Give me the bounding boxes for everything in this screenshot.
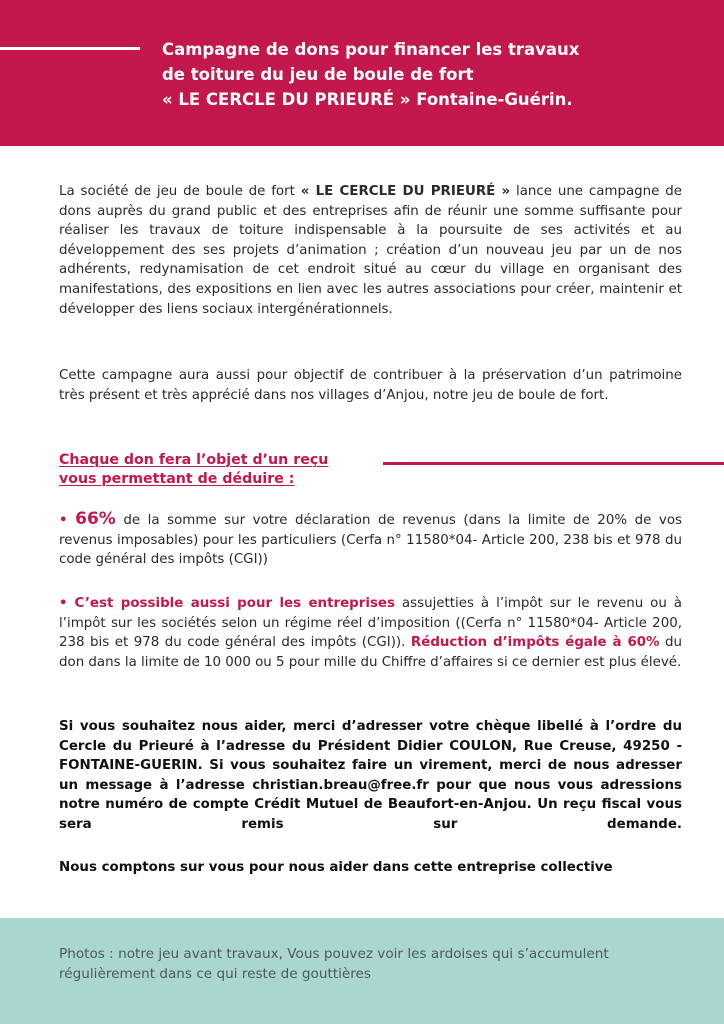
page-title [162,37,712,112]
companies-text-1: assujetties à l’impôt sur le revenu ou à l’impôt sur les sociétés selon un régime réel d’imposition ((Cerfa n° 11580*04- Article 200, 238 bis et 978 du code général des impôts (CGI)). [59,596,682,651]
individuals-bullet [59,510,682,570]
title-line-2: de toiture du jeu de boule de fort [162,65,474,84]
bullet-dot: • [59,596,68,611]
percent-66: 66% [75,509,116,529]
companies-bullet [59,594,682,672]
bullet-dot: • [59,513,68,528]
title-line-1: Campagne de dons pour financer les travaux [162,40,580,59]
individuals-text: de la somme sur votre déclaration de revenus (dans la limite de 20% de vos revenus imposables) pour les particuliers (Cerfa n° 11580*04- Article 200, 238 bis et 978 du code général des impôts (CGI)) [59,513,682,568]
companies-lead: C’est possible aussi pour les entreprises [74,596,395,611]
header-banner [0,0,724,146]
receipt-heading-line-1: Chaque don fera l’objet d’un reçu [59,452,329,468]
intro-text-start: La société de jeu de boule de fort [59,184,301,199]
tax-reduction: Réduction d’impôts égale à 60% [410,635,660,651]
intro-paragraph [59,182,682,319]
heritage-paragraph: Cette campagne aura aussi pour objectif de contribuer à la préservation d’un patrimoine très présent et très apprécié dans nos villages d’Anjou, notre jeu de boule de fort. [59,368,682,403]
title-line-3: « LE CERCLE DU PRIEURÉ » Fontaine-Guérin. [162,90,573,109]
header-rule [0,47,140,50]
club-name: « LE CERCLE DU PRIEURÉ » [300,184,511,199]
section-rule [383,462,724,465]
photo-caption: Photos : notre jeu avant travaux, Vous pouvez voir les ardoises qui s’accumulent régulièrement dans ce qui reste de gouttières [59,946,609,982]
donation-instructions: Si vous souhaitez nous aider, merci d’adresser votre chèque libellé à l’ordre du Cercle du Prieuré à l’adresse du Président Didier COULON, Rue Creuse, 49250 - FONTAINE-GUERIN. Si vous souhaitez faire un virement, merci de nous adresser un message à l’adresse christian.breau@free.fr pour que nous vous adressions notre numéro de compte Crédit Mutuel de Beaufort-en-Anjou. Un reçu fiscal vous sera remis sur demande. [59,719,682,832]
intro-text-rest: lance une campagne de dons auprès du grand public et des entreprises afin de réunir une somme suffisante pour réaliser les travaux de toiture indispensable à la poursuite de ses activités et au développement des ses projets d’animation ; création d’un nouveau jeu par un de nos adhérents, redynamisation de cet endroit situé au cœur du village en organisant des manifestations, des expositions en lien avec les autres associations pour créer, maintenir et développer des liens sociaux intergénérationnels. [59,184,682,317]
companies-text-2: du don dans la limite de 10 000 ou 5 pour mille du Chiffre d’affaires si ce dernier est plus élevé. [59,635,683,670]
receipt-heading-line-2: vous permettant de déduire : [59,471,295,487]
receipt-heading [59,451,328,489]
closing-line: Nous comptons sur vous pour nous aider dans cette entreprise collective [59,860,613,875]
